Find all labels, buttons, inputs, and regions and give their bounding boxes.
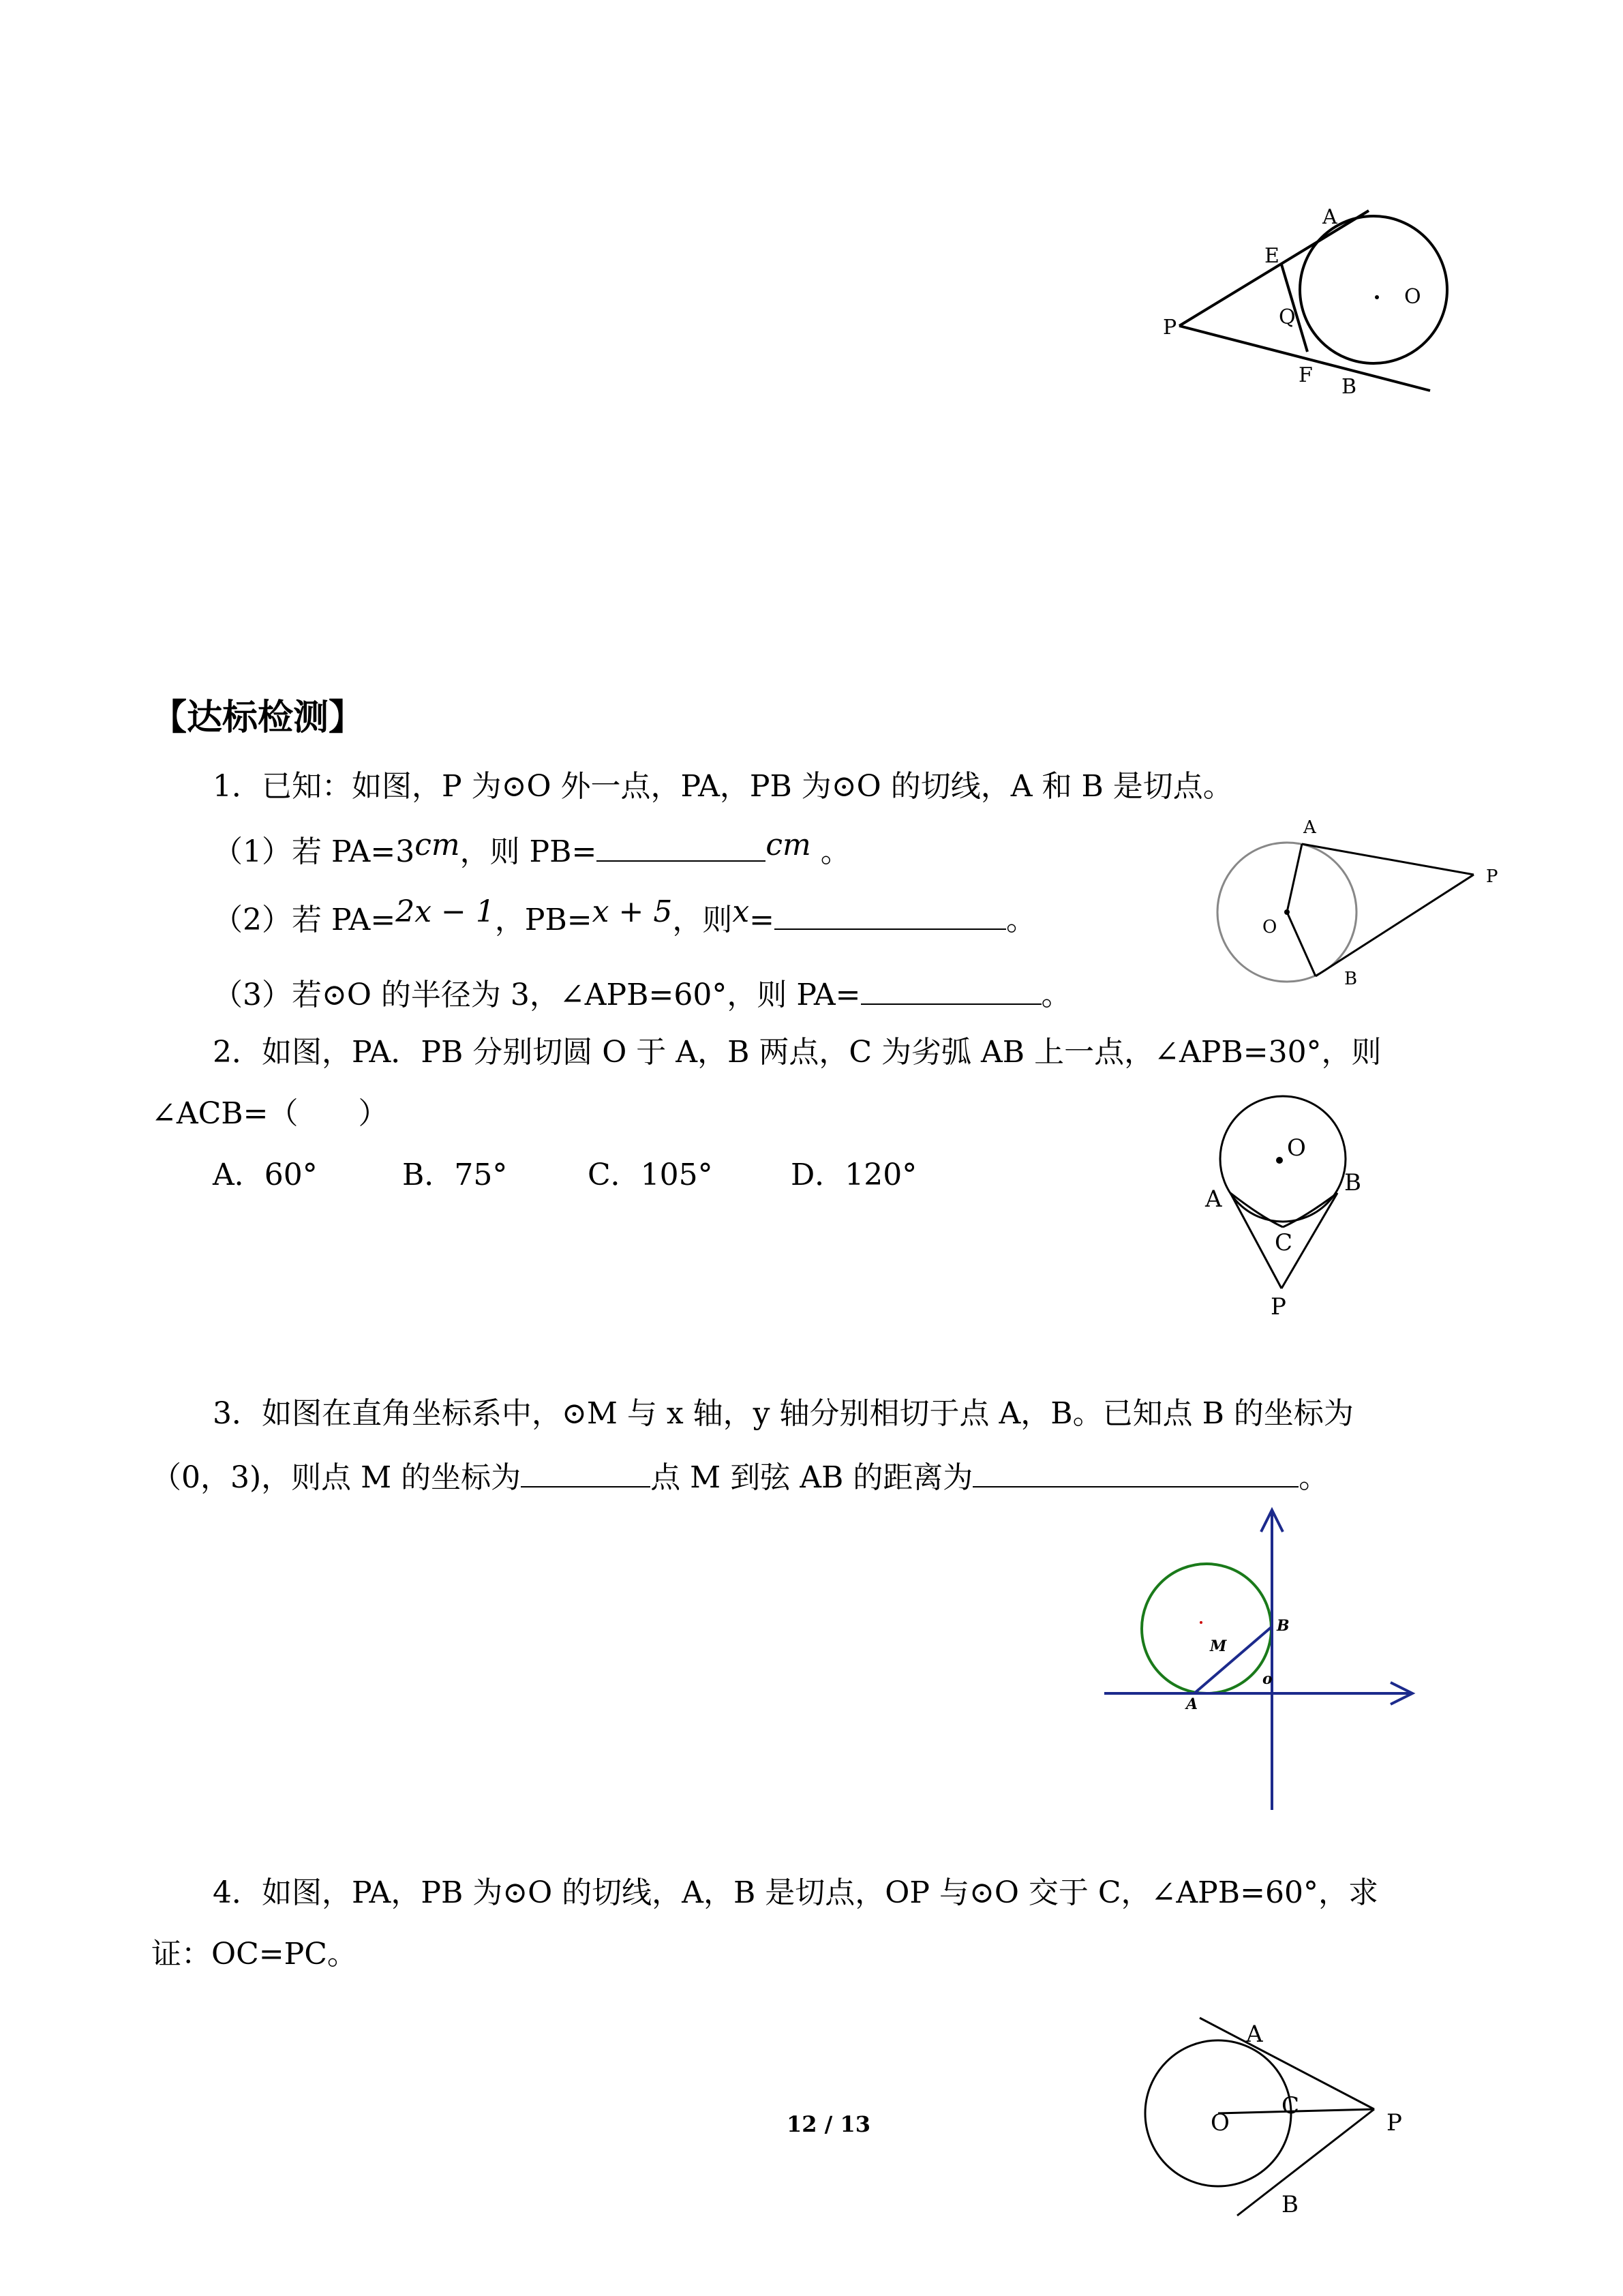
fig-q4-label-a: A <box>1246 2021 1263 2048</box>
fig-top-label-e: E <box>1264 244 1279 268</box>
fig-q2-label-a: A <box>1205 1185 1222 1213</box>
fig-q4-label-c: C <box>1281 2092 1300 2119</box>
fig-q3-label-a: A <box>1186 1695 1198 1713</box>
q1-part1-mid: ，则 PB= <box>459 834 597 869</box>
q1-part2-eq: = <box>749 903 775 937</box>
q3-line2-end: 。 <box>1299 1460 1329 1495</box>
fig-top-label-q: Q <box>1279 305 1296 329</box>
fig-q1-label-a: A <box>1303 817 1316 838</box>
fig-q3-label-b: B <box>1277 1617 1290 1635</box>
fig-top-label-o: O <box>1404 285 1421 309</box>
fig-q2-label-p: P <box>1271 1293 1286 1320</box>
q1-part2-then: ，则 <box>672 903 733 937</box>
fig-top-label-b: B <box>1341 375 1357 399</box>
fig-q2-label-c: C <box>1275 1229 1293 1256</box>
q2-option-a: A．60° <box>213 1158 318 1192</box>
fig-q4-label-b: B <box>1281 2191 1299 2218</box>
q2-line2: ∠ACB=（ ） <box>151 1096 389 1131</box>
q2-option-c: C．105° <box>588 1158 713 1192</box>
fig-top-label-a: A <box>1322 205 1337 229</box>
q1-part1-end: 。 <box>810 834 851 869</box>
section-title: 【达标检测】 <box>151 697 365 738</box>
q1-part2-expr1: 2x − 1 <box>395 894 495 929</box>
q1-part1-unit: cm <box>414 828 460 862</box>
q3-line2-mid: 点 M 到弦 AB 的距离为 <box>650 1460 973 1495</box>
q2-option-d: D．120° <box>791 1158 917 1192</box>
q2-line1: 2．如图，PA．PB 分别切圆 O 于 A，B 两点，C 为劣弧 AB 上一点，∠APB=30°，则 <box>213 1035 1382 1070</box>
fig-top-label-p: P <box>1163 316 1177 339</box>
fig-q1-label-b: B <box>1344 969 1358 989</box>
fig-q2-label-b: B <box>1344 1169 1361 1196</box>
fig-q1-label-o: O <box>1262 917 1277 937</box>
fig-q1-label-p: P <box>1486 866 1498 887</box>
q1-part2-var: x <box>732 894 750 929</box>
q1-part2-end: 。 <box>1006 903 1037 937</box>
q1-part1-unit2: cm <box>765 828 811 862</box>
q3-line1: 3．如图在直角坐标系中，⊙M 与 x 轴，y 轴分别相切于点 A，B。已知点 B 的坐标为 <box>213 1396 1354 1431</box>
fig-q4-label-o: O <box>1211 2109 1230 2136</box>
fig-q2-label-o: O <box>1287 1134 1306 1162</box>
q1-part3-end: 。 <box>1041 978 1072 1012</box>
fig-top-label-f: F <box>1299 363 1313 387</box>
q1-part3-text: （3）若⊙O 的半径为 3，∠APB=60°，则 PA= <box>213 978 861 1012</box>
q1-part1-prefix: （1）若 PA=3 <box>213 834 415 869</box>
page-number: 12 / 13 <box>787 2111 871 2137</box>
q3-line2-prefix: （0，3)，则点 M 的坐标为 <box>151 1460 521 1495</box>
q2-option-b: B．75° <box>402 1158 508 1192</box>
fig-q4-label-p: P <box>1386 2109 1402 2136</box>
q1-part2-prefix: （2）若 PA= <box>213 903 396 937</box>
q4-line2: 证：OC=PC。 <box>151 1937 357 1972</box>
q1-part2-mid: ，PB= <box>494 903 592 937</box>
fig-q3-label-origin: o <box>1262 1670 1273 1688</box>
q1-part2-expr2: x + 5 <box>592 894 673 929</box>
fig-q3-label-m: M <box>1210 1637 1227 1655</box>
q4-line1: 4．如图，PA，PB 为⊙O 的切线，A，B 是切点，OP 与⊙O 交于 C，∠APB=60°，求 <box>213 1875 1378 1910</box>
q1-stem: 1．已知：如图，P 为⊙O 外一点，PA，PB 为⊙O 的切线，A 和 B 是切点。 <box>213 769 1233 804</box>
